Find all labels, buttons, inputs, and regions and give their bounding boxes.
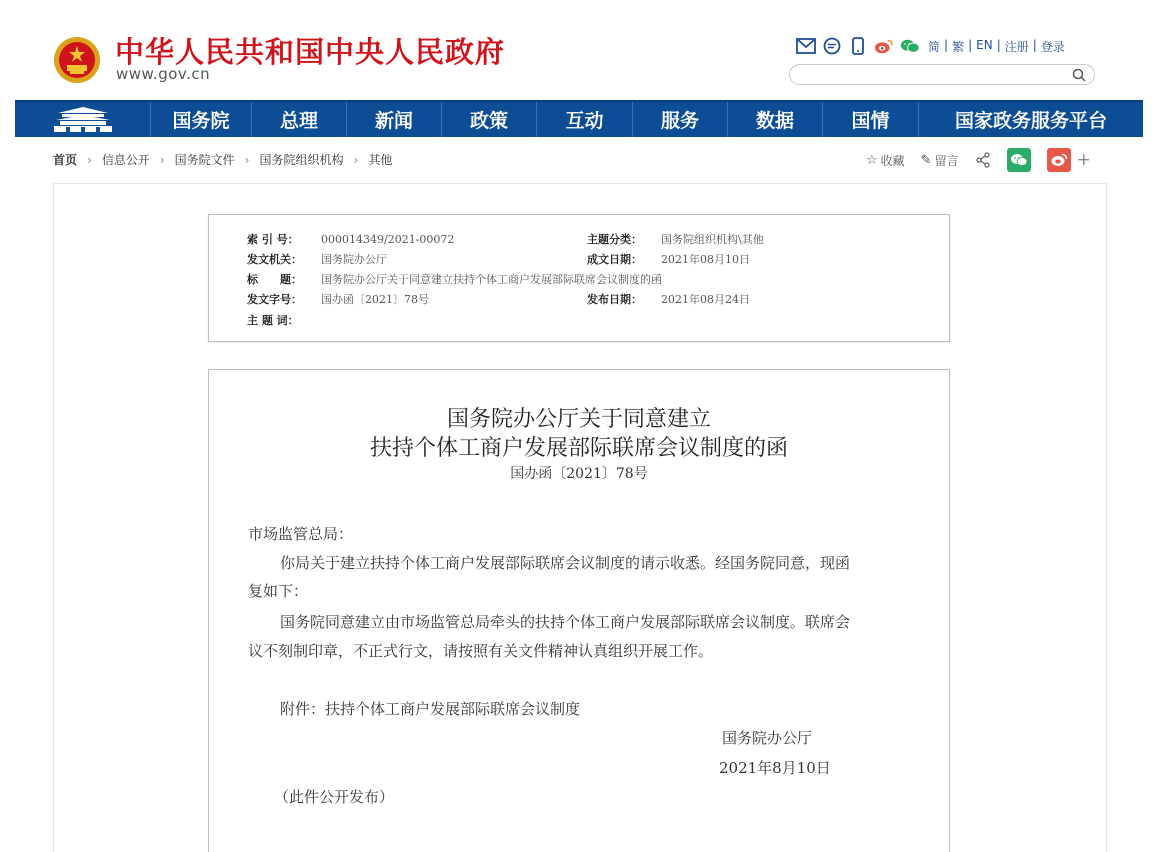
chat-icon[interactable] — [822, 36, 842, 56]
comment-button[interactable] — [921, 152, 959, 169]
nav-gov-service-platform[interactable]: 国家政务服务平台 — [918, 102, 1143, 137]
nav-home-button[interactable] — [15, 102, 150, 137]
login-link[interactable]: 登录 — [1040, 40, 1065, 54]
divider: | — [1032, 38, 1037, 52]
nav-policy[interactable]: 政策 — [441, 102, 536, 137]
breadcrumb-home[interactable]: 首页 — [53, 153, 78, 167]
share-icon[interactable] — [975, 152, 991, 168]
nav-state-council[interactable]: 国务院 — [150, 102, 251, 137]
nav-premier[interactable]: 总理 — [251, 102, 346, 137]
meta-keywords-label: 主 题 词： — [247, 314, 299, 327]
tiananmen-icon — [52, 106, 114, 134]
site-title[interactable]: 中华人民共和国中央人民政府 — [115, 35, 506, 69]
doc-title-line-1: 国务院办公厅关于同意建立 — [446, 407, 711, 432]
doc-para-2-line-1: 国务院同意建立由市场监管总局牵头的扶持个体工商户发展部际联席会议制度。联席会 — [280, 613, 851, 631]
doc-sign-date: 2021年8月10日 — [719, 759, 831, 777]
nav-news[interactable]: 新闻 — [346, 102, 441, 137]
meta-date-label: 成文日期： — [587, 253, 642, 266]
meta-issuer-row — [247, 251, 387, 267]
more-share-button[interactable]: + — [1076, 150, 1091, 170]
pencil-icon: ✎ — [920, 152, 932, 168]
national-emblem-logo[interactable] — [52, 35, 102, 85]
doc-attachment[interactable]: 附件：扶持个体工商户发展部际联席会议制度 — [280, 700, 581, 718]
meta-keywords-row — [247, 312, 321, 328]
page-actions — [866, 148, 1091, 172]
doc-signature: 国务院办公厅 — [722, 729, 813, 747]
meta-title-label: 标 题： — [247, 273, 302, 286]
breadcrumb-state-council-docs[interactable]: 国务院文件 — [174, 153, 235, 167]
chevron-right-icon: › — [244, 152, 250, 167]
meta-docno-value: 国办函〔2021〕78号 — [321, 293, 429, 306]
divider: | — [996, 38, 1001, 52]
meta-docno-label: 发文字号： — [247, 293, 302, 306]
doc-salutation: 市场监管总局： — [248, 525, 354, 543]
nav-interaction[interactable]: 互动 — [536, 102, 632, 137]
language-and-account-links — [928, 38, 1065, 55]
meta-date-value: 2021年08月10日 — [661, 253, 750, 266]
collect-button[interactable] — [866, 152, 905, 169]
search-box — [789, 64, 1095, 85]
weibo-icon[interactable] — [874, 36, 894, 56]
mobile-icon[interactable] — [848, 36, 868, 56]
breadcrumb — [53, 151, 392, 168]
main-nav-bar — [15, 100, 1143, 137]
mail-icon[interactable] — [796, 36, 816, 56]
divider: | — [944, 38, 949, 52]
traditional-link[interactable]: 繁 — [952, 40, 965, 54]
meta-docno-row — [247, 291, 429, 307]
meta-pub-label: 发布日期： — [587, 293, 642, 306]
meta-topic-value: 国务院组织机构\其他 — [661, 233, 764, 246]
wechat-icon[interactable] — [900, 36, 920, 56]
breadcrumb-other[interactable]: 其他 — [368, 153, 393, 167]
meta-title-row — [247, 271, 662, 287]
meta-topic-label: 主题分类： — [587, 233, 642, 246]
meta-topic-row — [587, 231, 764, 247]
doc-number: 国办函〔2021〕78号 — [510, 466, 648, 482]
chevron-right-icon: › — [159, 152, 165, 167]
doc-para-1-line-2: 复如下： — [248, 582, 309, 600]
meta-index-label: 索 引 号： — [247, 233, 299, 246]
meta-issuer-label: 发文机关： — [247, 253, 302, 266]
site-url[interactable]: www.gov.cn — [116, 65, 211, 83]
breadcrumb-info-public[interactable]: 信息公开 — [101, 153, 150, 167]
meta-date-row — [587, 251, 750, 267]
comment-label: 留言 — [934, 153, 959, 168]
share-weibo-icon[interactable] — [1047, 148, 1071, 172]
collect-label: 收藏 — [880, 153, 905, 168]
meta-issuer-value: 国务院办公厅 — [321, 253, 387, 266]
meta-index-row — [247, 231, 454, 247]
register-link[interactable]: 注册 — [1004, 40, 1029, 54]
doc-publish-note: （此件公开发布） — [274, 788, 395, 806]
meta-pub-value: 2021年08月24日 — [661, 293, 750, 306]
search-input[interactable] — [800, 67, 1070, 86]
meta-pub-row — [587, 291, 750, 307]
breadcrumb-organization[interactable]: 国务院组织机构 — [259, 153, 344, 167]
nav-data[interactable]: 数据 — [727, 102, 822, 137]
simplified-link[interactable]: 简 — [928, 40, 941, 54]
top-icon-bar — [796, 36, 920, 56]
share-wechat-icon[interactable] — [1007, 148, 1031, 172]
doc-title-line-2: 扶持个体工商户发展部际联席会议制度的函 — [369, 436, 788, 461]
meta-index-value: 000014349/2021-00072 — [321, 233, 455, 246]
divider: | — [968, 38, 973, 52]
search-icon[interactable] — [1071, 67, 1087, 83]
star-icon: ☆ — [866, 152, 878, 168]
chevron-right-icon: › — [87, 152, 92, 167]
nav-services[interactable]: 服务 — [632, 102, 727, 137]
chevron-right-icon: › — [353, 152, 359, 167]
doc-para-1-line-1: 你局关于建立扶持个体工商户发展部际联席会议制度的请示收悉。经国务院同意，现函 — [280, 554, 851, 572]
meta-title-value: 国务院办公厅关于同意建立扶持个体工商户发展部际联席会议制度的函 — [321, 273, 662, 286]
english-link[interactable]: EN — [976, 38, 993, 52]
nav-national-info[interactable]: 国情 — [822, 102, 918, 137]
doc-para-2-line-2: 议不刻制印章，不正式行文，请按照有关文件精神认真组织开展工作。 — [248, 642, 714, 660]
